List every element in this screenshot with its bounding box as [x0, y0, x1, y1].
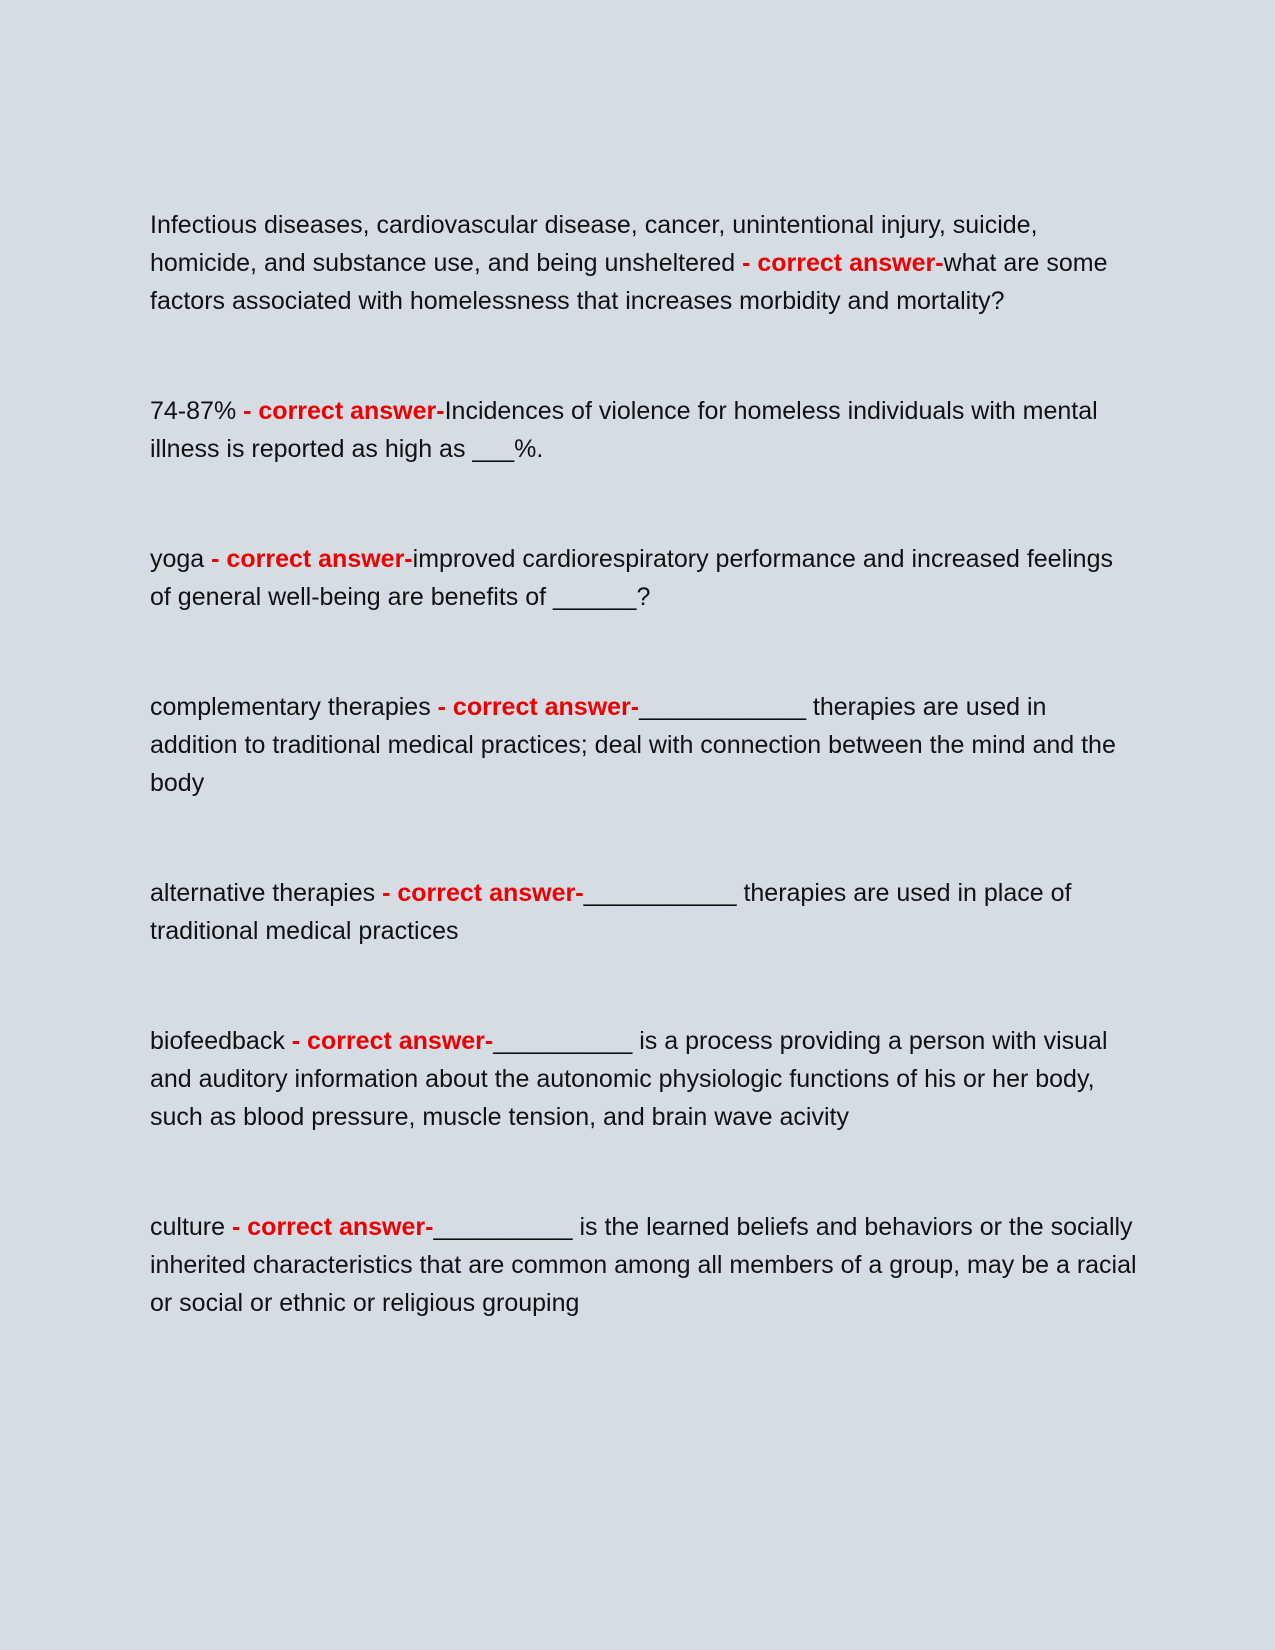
correct-answer-marker: - correct answer- — [284, 1027, 494, 1055]
flashcard-item — [150, 206, 1140, 320]
answer-text: 74-87% — [150, 397, 237, 425]
answer-text: yoga — [150, 545, 205, 573]
question-text: ____________ therapies are used in addition to traditional medical practices; deal with connection between the mind and the body — [150, 693, 1116, 797]
question-text: Incidences of violence for homeless individuals with mental illness is reported as high as ___%. — [150, 397, 1098, 463]
answer-text: Infectious diseases, cardiovascular disease, cancer, unintentional injury, suicide, homicide, and substance use, and being unsheltered — [150, 211, 1038, 277]
answer-text: biofeedback — [150, 1027, 285, 1055]
question-text: __________ is a process providing a person with visual and auditory information about the autonomic physiologic functions of his or her body, such as blood pressure, muscle tension, and brain wave acivity — [150, 1027, 1108, 1131]
flashcard-item — [150, 540, 1140, 616]
correct-answer-marker: - correct answer- — [375, 879, 584, 907]
question-text: improved cardiorespiratory performance and increased feelings of general well-being are benefits of ______? — [150, 545, 1113, 611]
answer-text: complementary therapies — [150, 693, 431, 721]
correct-answer-marker: - correct answer- — [735, 249, 944, 277]
flashcard-item — [150, 1022, 1140, 1136]
correct-answer-marker: - correct answer- — [225, 1213, 434, 1241]
answer-text: alternative therapies — [150, 879, 376, 907]
question-text: __________ is the learned beliefs and behaviors or the socially inherited characteristics that are common among all members of a group, may be a racial or social or ethnic or religious grouping — [150, 1213, 1137, 1317]
flashcard-item — [150, 874, 1140, 950]
question-text: ___________ therapies are used in place of traditional medical practices — [150, 879, 1072, 945]
flashcard-item — [150, 688, 1140, 802]
answer-text: culture — [150, 1213, 226, 1241]
flashcard-item — [150, 392, 1140, 468]
document-page — [150, 206, 1140, 1322]
question-text: what are some factors associated with homelessness that increases morbidity and mortality? — [150, 249, 1108, 315]
correct-answer-marker: - correct answer- — [430, 693, 640, 721]
flashcard-item — [150, 1208, 1140, 1322]
correct-answer-marker: - correct answer- — [236, 397, 445, 425]
correct-answer-marker: - correct answer- — [204, 545, 413, 573]
